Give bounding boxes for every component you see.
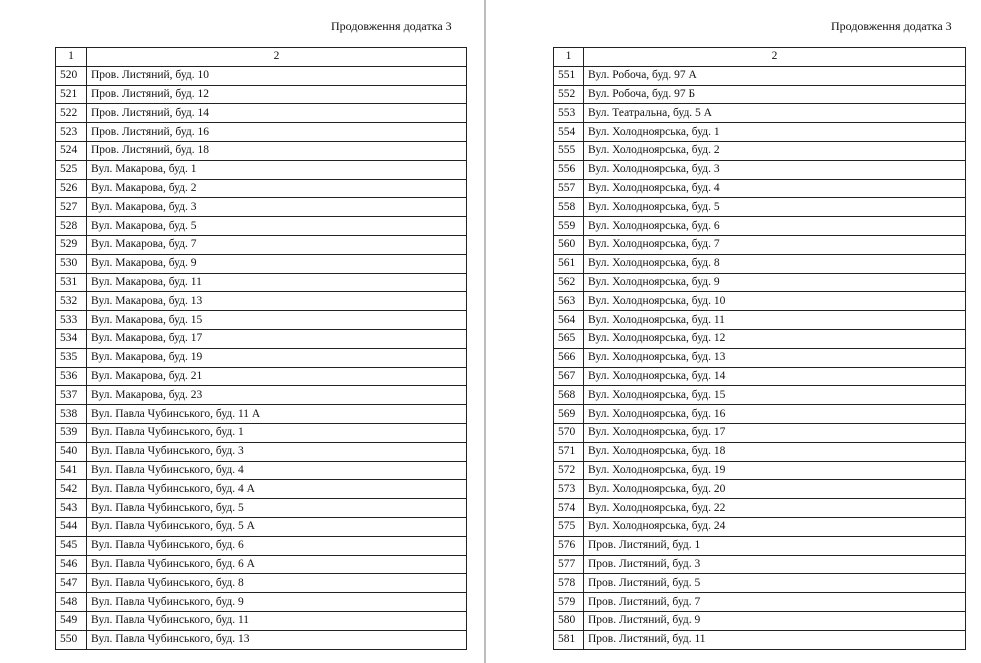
row-address: Вул. Макарова, буд. 3: [87, 198, 467, 217]
row-number: 570: [554, 423, 584, 442]
column-header-address: 2: [584, 48, 966, 67]
table-header-row: [56, 48, 467, 67]
table-row: [56, 423, 467, 442]
row-number: 572: [554, 461, 584, 480]
row-address: Вул. Холодноярська, буд. 17: [584, 423, 966, 442]
table-row: [554, 348, 966, 367]
row-number: 530: [56, 254, 87, 273]
row-address: Вул. Павла Чубинського, буд. 6 А: [87, 555, 467, 574]
row-number: 553: [554, 104, 584, 123]
table-row: [56, 499, 467, 518]
page-heading: Продовження додатка 3: [331, 19, 452, 33]
table-row: [554, 611, 966, 630]
row-number: 526: [56, 179, 87, 198]
row-address: Вул. Павла Чубинського, буд. 11 А: [87, 405, 467, 424]
row-address: Вул. Павла Чубинського, буд. 1: [87, 423, 467, 442]
row-address: Пров. Листяний, буд. 1: [584, 536, 966, 555]
row-address: Вул. Павла Чубинського, буд. 5: [87, 499, 467, 518]
table-row: [554, 235, 966, 254]
row-number: 557: [554, 179, 584, 198]
table-row: [554, 123, 966, 142]
row-number: 540: [56, 442, 87, 461]
table-row: [56, 235, 467, 254]
table-row: [554, 160, 966, 179]
column-header-number: 1: [554, 48, 584, 67]
row-number: 520: [56, 66, 87, 85]
row-number: 573: [554, 480, 584, 499]
row-address: Вул. Холодноярська, буд. 19: [584, 461, 966, 480]
row-number: 559: [554, 217, 584, 236]
row-address: Пров. Листяний, буд. 7: [584, 593, 966, 612]
row-address: Вул. Павла Чубинського, буд. 11: [87, 611, 467, 630]
table-row: [554, 217, 966, 236]
row-number: 522: [56, 104, 87, 123]
row-number: 571: [554, 442, 584, 461]
row-number: 567: [554, 367, 584, 386]
row-address: Пров. Листяний, буд. 10: [87, 66, 467, 85]
row-address: Вул. Павла Чубинського, буд. 13: [87, 630, 467, 649]
row-number: 551: [554, 66, 584, 85]
row-number: 561: [554, 254, 584, 273]
row-address: Вул. Макарова, буд. 5: [87, 217, 467, 236]
row-number: 581: [554, 630, 584, 649]
table-row: [56, 574, 467, 593]
row-address: Вул. Павла Чубинського, буд. 5 А: [87, 517, 467, 536]
row-address: Вул. Макарова, буд. 13: [87, 292, 467, 311]
table-row: [56, 442, 467, 461]
row-address: Вул. Холодноярська, буд. 1: [584, 123, 966, 142]
row-number: 577: [554, 555, 584, 574]
table-row: [554, 104, 966, 123]
row-address: Пров. Листяний, буд. 9: [584, 611, 966, 630]
row-address: Вул. Холодноярська, буд. 8: [584, 254, 966, 273]
table-body: [56, 66, 467, 649]
table-row: [554, 329, 966, 348]
row-address: Вул. Макарова, буд. 2: [87, 179, 467, 198]
row-address: Вул. Холодноярська, буд. 5: [584, 198, 966, 217]
row-address: Пров. Листяний, буд. 11: [584, 630, 966, 649]
left-page: [0, 0, 484, 663]
row-number: 545: [56, 536, 87, 555]
row-number: 566: [554, 348, 584, 367]
row-address: Вул. Холодноярська, буд. 14: [584, 367, 966, 386]
row-number: 533: [56, 311, 87, 330]
row-address: Вул. Холодноярська, буд. 2: [584, 141, 966, 160]
row-number: 536: [56, 367, 87, 386]
row-number: 521: [56, 85, 87, 104]
table-row: [554, 630, 966, 649]
row-address: Пров. Листяний, буд. 14: [87, 104, 467, 123]
row-number: 532: [56, 292, 87, 311]
row-number: 569: [554, 405, 584, 424]
row-address: Вул. Холодноярська, буд. 9: [584, 273, 966, 292]
row-address: Вул. Холодноярська, буд. 20: [584, 480, 966, 499]
table-row: [554, 499, 966, 518]
table-row: [554, 517, 966, 536]
row-number: 534: [56, 329, 87, 348]
table-row: [554, 367, 966, 386]
table-row: [56, 254, 467, 273]
table-row: [56, 66, 467, 85]
table-row: [554, 574, 966, 593]
table-row: [56, 217, 467, 236]
row-address: Пров. Листяний, буд. 3: [584, 555, 966, 574]
table-row: [554, 85, 966, 104]
row-number: 574: [554, 499, 584, 518]
row-number: 556: [554, 160, 584, 179]
row-address: Вул. Холодноярська, буд. 12: [584, 329, 966, 348]
table-row: [554, 536, 966, 555]
row-number: 528: [56, 217, 87, 236]
table-body: [554, 66, 966, 649]
right-page: [487, 0, 981, 663]
row-number: 531: [56, 273, 87, 292]
table-row: [554, 179, 966, 198]
column-header-address: 2: [87, 48, 467, 67]
row-address: Вул. Холодноярська, буд. 13: [584, 348, 966, 367]
row-number: 575: [554, 517, 584, 536]
row-address: Вул. Холодноярська, буд. 7: [584, 235, 966, 254]
table-row: [56, 311, 467, 330]
row-number: 524: [56, 141, 87, 160]
row-address: Вул. Холодноярська, буд. 24: [584, 517, 966, 536]
table-row: [56, 386, 467, 405]
table-row: [56, 555, 467, 574]
table-row: [56, 367, 467, 386]
table-row: [56, 517, 467, 536]
table-row: [554, 461, 966, 480]
row-number: 550: [56, 630, 87, 649]
row-number: 529: [56, 235, 87, 254]
row-address: Вул. Макарова, буд. 9: [87, 254, 467, 273]
table-row: [554, 198, 966, 217]
table-row: [56, 611, 467, 630]
row-number: 549: [56, 611, 87, 630]
table-row: [56, 104, 467, 123]
row-address: Вул. Макарова, буд. 1: [87, 160, 467, 179]
row-number: 539: [56, 423, 87, 442]
row-address: Вул. Макарова, буд. 21: [87, 367, 467, 386]
row-number: 565: [554, 329, 584, 348]
column-header-number: 1: [56, 48, 87, 67]
row-number: 537: [56, 386, 87, 405]
row-number: 560: [554, 235, 584, 254]
row-number: 562: [554, 273, 584, 292]
row-address: Пров. Листяний, буд. 16: [87, 123, 467, 142]
row-address: Вул. Холодноярська, буд. 10: [584, 292, 966, 311]
table-row: [56, 123, 467, 142]
table-row: [56, 405, 467, 424]
row-number: 576: [554, 536, 584, 555]
row-number: 546: [56, 555, 87, 574]
row-address: Вул. Холодноярська, буд. 11: [584, 311, 966, 330]
table-row: [56, 141, 467, 160]
row-address: Вул. Макарова, буд. 17: [87, 329, 467, 348]
row-number: 568: [554, 386, 584, 405]
row-number: 554: [554, 123, 584, 142]
row-address: Пров. Листяний, буд. 18: [87, 141, 467, 160]
address-table: [553, 47, 966, 650]
table-row: [554, 273, 966, 292]
table-row: [554, 66, 966, 85]
row-address: Вул. Макарова, буд. 7: [87, 235, 467, 254]
table-row: [554, 480, 966, 499]
table-row: [56, 198, 467, 217]
row-address: Вул. Робоча, буд. 97 Б: [584, 85, 966, 104]
row-number: 579: [554, 593, 584, 612]
table-row: [56, 593, 467, 612]
row-number: 547: [56, 574, 87, 593]
table-row: [56, 480, 467, 499]
row-address: Вул. Холодноярська, буд. 6: [584, 217, 966, 236]
row-number: 543: [56, 499, 87, 518]
row-address: Вул. Робоча, буд. 97 А: [584, 66, 966, 85]
table-header-row: [554, 48, 966, 67]
table-row: [554, 442, 966, 461]
page-heading: Продовження додатка 3: [831, 19, 952, 33]
row-address: Вул. Холодноярська, буд. 18: [584, 442, 966, 461]
table-row: [554, 405, 966, 424]
row-number: 523: [56, 123, 87, 142]
table-row: [56, 179, 467, 198]
table-row: [554, 555, 966, 574]
row-address: Вул. Павла Чубинського, буд. 9: [87, 593, 467, 612]
table-row: [56, 536, 467, 555]
table-row: [56, 348, 467, 367]
table-row: [554, 141, 966, 160]
table-row: [56, 160, 467, 179]
row-number: 563: [554, 292, 584, 311]
row-number: 541: [56, 461, 87, 480]
table-row: [554, 386, 966, 405]
row-number: 544: [56, 517, 87, 536]
row-address: Вул. Макарова, буд. 23: [87, 386, 467, 405]
address-table: [55, 47, 467, 650]
row-number: 525: [56, 160, 87, 179]
row-number: 548: [56, 593, 87, 612]
row-number: 542: [56, 480, 87, 499]
row-address: Вул. Макарова, буд. 19: [87, 348, 467, 367]
row-address: Вул. Павла Чубинського, буд. 4 А: [87, 480, 467, 499]
table-row: [56, 329, 467, 348]
table-row: [56, 461, 467, 480]
row-address: Вул. Холодноярська, буд. 4: [584, 179, 966, 198]
row-address: Вул. Холодноярська, буд. 16: [584, 405, 966, 424]
table-row: [554, 254, 966, 273]
row-number: 535: [56, 348, 87, 367]
row-address: Вул. Театральна, буд. 5 А: [584, 104, 966, 123]
table-row: [56, 292, 467, 311]
table-row: [554, 311, 966, 330]
row-address: Вул. Макарова, буд. 11: [87, 273, 467, 292]
row-address: Пров. Листяний, буд. 12: [87, 85, 467, 104]
table-row: [56, 273, 467, 292]
row-address: Вул. Павла Чубинського, буд. 6: [87, 536, 467, 555]
row-address: Вул. Павла Чубинського, буд. 3: [87, 442, 467, 461]
table-row: [554, 292, 966, 311]
table-row: [554, 593, 966, 612]
table-row: [56, 630, 467, 649]
row-number: 538: [56, 405, 87, 424]
row-number: 578: [554, 574, 584, 593]
table-row: [554, 423, 966, 442]
row-address: Вул. Холодноярська, буд. 15: [584, 386, 966, 405]
row-number: 555: [554, 141, 584, 160]
row-address: Вул. Холодноярська, буд. 22: [584, 499, 966, 518]
page-divider: [484, 0, 486, 663]
table-row: [56, 85, 467, 104]
row-address: Вул. Холодноярська, буд. 3: [584, 160, 966, 179]
row-number: 552: [554, 85, 584, 104]
row-number: 564: [554, 311, 584, 330]
row-number: 580: [554, 611, 584, 630]
row-address: Вул. Макарова, буд. 15: [87, 311, 467, 330]
row-address: Пров. Листяний, буд. 5: [584, 574, 966, 593]
row-address: Вул. Павла Чубинського, буд. 4: [87, 461, 467, 480]
row-number: 558: [554, 198, 584, 217]
row-address: Вул. Павла Чубинського, буд. 8: [87, 574, 467, 593]
row-number: 527: [56, 198, 87, 217]
